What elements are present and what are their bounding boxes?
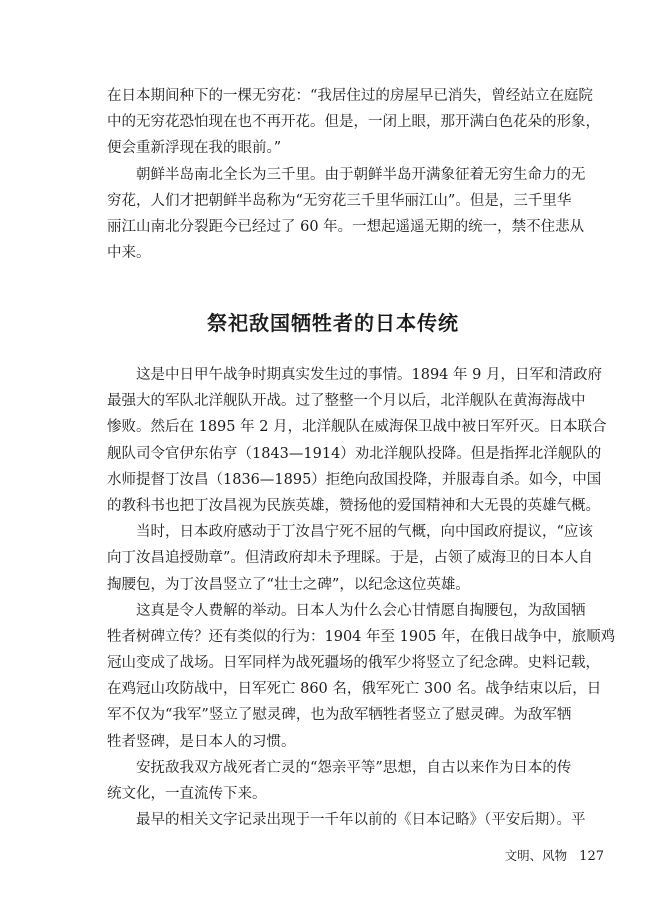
text-line: 在鸡冠山攻防战中，日军死亡 860 名，俄军死亡 300 名。战争结束以后，日	[107, 681, 602, 698]
text-line: 朝鲜半岛南北全长为三千里。由于朝鲜半岛开满象征着无穷生命力的无	[136, 166, 586, 183]
text-line: 水师提督丁汝昌（1836—1895）拒绝向敌国投降，并服毒自杀。如今，中国	[107, 471, 602, 488]
text-line: 掏腰包，为丁汝昌竖立了“壮士之碑”，以纪念这位英雄。	[107, 576, 470, 593]
page-footer	[505, 846, 604, 864]
text-line: 最强大的军队北洋舰队开战。过了整整一个月以后，北洋舰队在黄海海战中	[107, 393, 586, 410]
text-line: 向丁汝昌追授勋章”。但清政府却未予理睬。于是，占领了威海卫的日本人自	[107, 550, 593, 567]
text-line: 丽江山南北分裂距今已经过了 60 年。一想起遥遥无期的统一，禁不住悲从	[107, 218, 585, 235]
text-line: 当时，日本政府感动于丁汝昌宁死不屈的气概，向中国政府提议，“应该	[136, 524, 593, 541]
text-line: 安抚敌我双方战死者亡灵的“怨亲平等”思想，自古以来作为日本的传	[136, 759, 572, 776]
intro-text-block	[107, 83, 600, 266]
text-line: 中来。	[107, 245, 151, 262]
text-line: 牲者树碑立传？还有类似的行为：1904 年至 1905 年，在俄日战争中，旅顺鸡	[107, 628, 616, 645]
text-line: 这是中日甲午战争时期真实发生过的事情。1894 年 9 月，日军和清政府	[136, 367, 602, 383]
text-line: 这真是令人费解的举动。日本人为什么会心甘情愿自掏腰包，为敌国牺	[136, 602, 586, 619]
text-line: 便会重新浮现在我的眼前。”	[107, 140, 282, 157]
text-line: 舰队司令官伊东佑亨（1843—1914）劝北洋舰队投降。但是指挥北洋舰队的	[107, 445, 602, 462]
text-line: 牲者竖碑，是日本人的习惯。	[107, 733, 296, 750]
text-line: 的教科书也把丁汝昌视为民族英雄，赞扬他的爱国精神和大无畏的英雄气概。	[107, 497, 600, 514]
page-number: 127	[579, 849, 604, 864]
text-line: 在日本期间种下的一棵无穷花：“我居住过的房屋早已消失，曾经站立在庭院	[107, 88, 593, 104]
text-line: 军不仅为“我军”竖立了慰灵碑，也为敌军牺牲者竖立了慰灵碑。为敌军牺	[107, 707, 572, 724]
text-line: 穷花，人们才把朝鲜半岛称为“无穷花三千里华丽江山”。但是，三千里华	[107, 192, 572, 209]
section-title: 祭祀敌国牺牲者的日本传统	[207, 311, 459, 335]
text-line: 冠山变成了战场。日军同样为战死疆场的俄军少将竖立了纪念碑。史料记载，	[107, 655, 600, 672]
text-line: 惨败。然后在 1895 年 2 月，北洋舰队在威海保卫战中被日军歼灭。日本联合	[107, 419, 607, 436]
text-line: 统文化，一直流传下来。	[107, 786, 267, 802]
running-footer-section: 文明、风物	[504, 848, 568, 863]
text-line: 中的无穷花恐怕现在也不再开花。但是，一闭上眼，那开满白色花朵的形象，	[107, 114, 600, 131]
main-text-block	[107, 362, 616, 833]
text-line: 最早的相关文字记录出现于一千年以前的《日本记略》（平安后期）。平	[136, 812, 586, 829]
